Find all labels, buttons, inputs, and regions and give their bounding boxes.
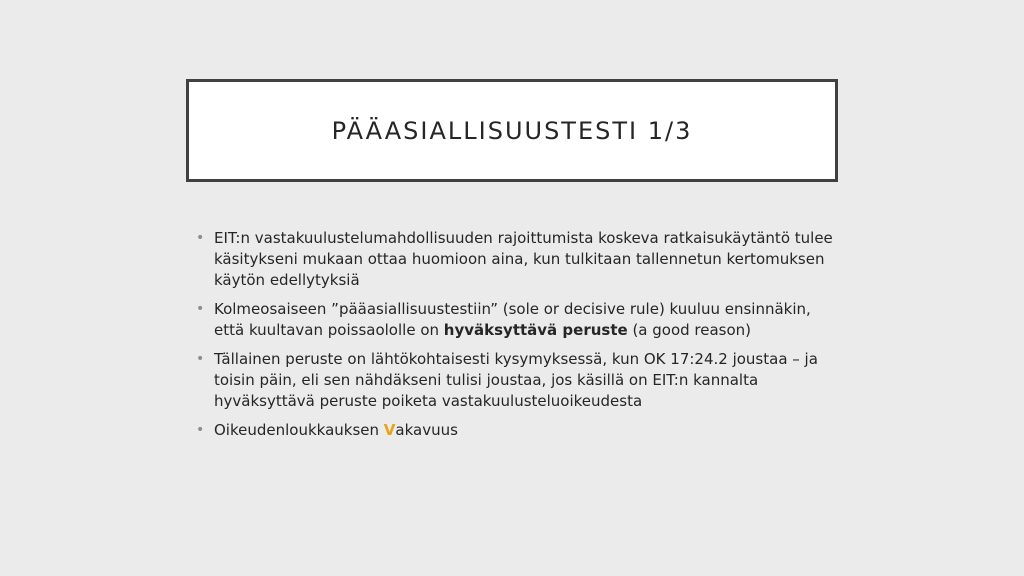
bullet-icon: • [196, 301, 205, 317]
bullet-text-after: (a good reason) [627, 321, 752, 339]
bullet-text-before: Kolmeosaiseen ”pääasiallisuustestiin” (sole or decisive rule) kuuluu ensinnäkin, että kuultavan poissaololle on [214, 300, 811, 339]
bullet-item-3 [196, 349, 836, 412]
bullet-text: Tällainen peruste on lähtökohtaisesti kysymyksessä, kun OK 17:24.2 joustaa – ja toisin päin, eli sen nähdäkseni tulisi joustaa, jos käsillä on EIT:n kannalta hyväksyttävä peruste poiketa vastakuulusteluoikeudesta [214, 350, 818, 410]
bullet-text-bold: hyväksyttävä peruste [443, 321, 628, 339]
slide-title: PÄÄASIALLISUUSTESTI 1/3 [331, 116, 693, 145]
bullet-text: EIT:n vastakuulustelumahdollisuuden rajoittumista koskeva ratkaisukäytäntö tulee käsitykseni mukaan ottaa huomioon aina, kun tulkitaan tallennetun kertomuksen käytön edellytyksiä [214, 229, 833, 289]
bullet-item-1 [196, 228, 836, 291]
bullet-text-before: Oikeudenloukkauksen [214, 421, 384, 439]
bullet-text-after: akavuus [395, 421, 458, 439]
bullet-list [196, 228, 836, 449]
title-box [186, 79, 838, 182]
bullet-icon: • [196, 422, 205, 438]
bullet-accent-letter: V [383, 421, 396, 439]
bullet-item-4 [196, 420, 836, 441]
bullet-icon: • [196, 351, 205, 367]
bullet-item-2 [196, 299, 836, 341]
bullet-icon: • [196, 230, 205, 246]
